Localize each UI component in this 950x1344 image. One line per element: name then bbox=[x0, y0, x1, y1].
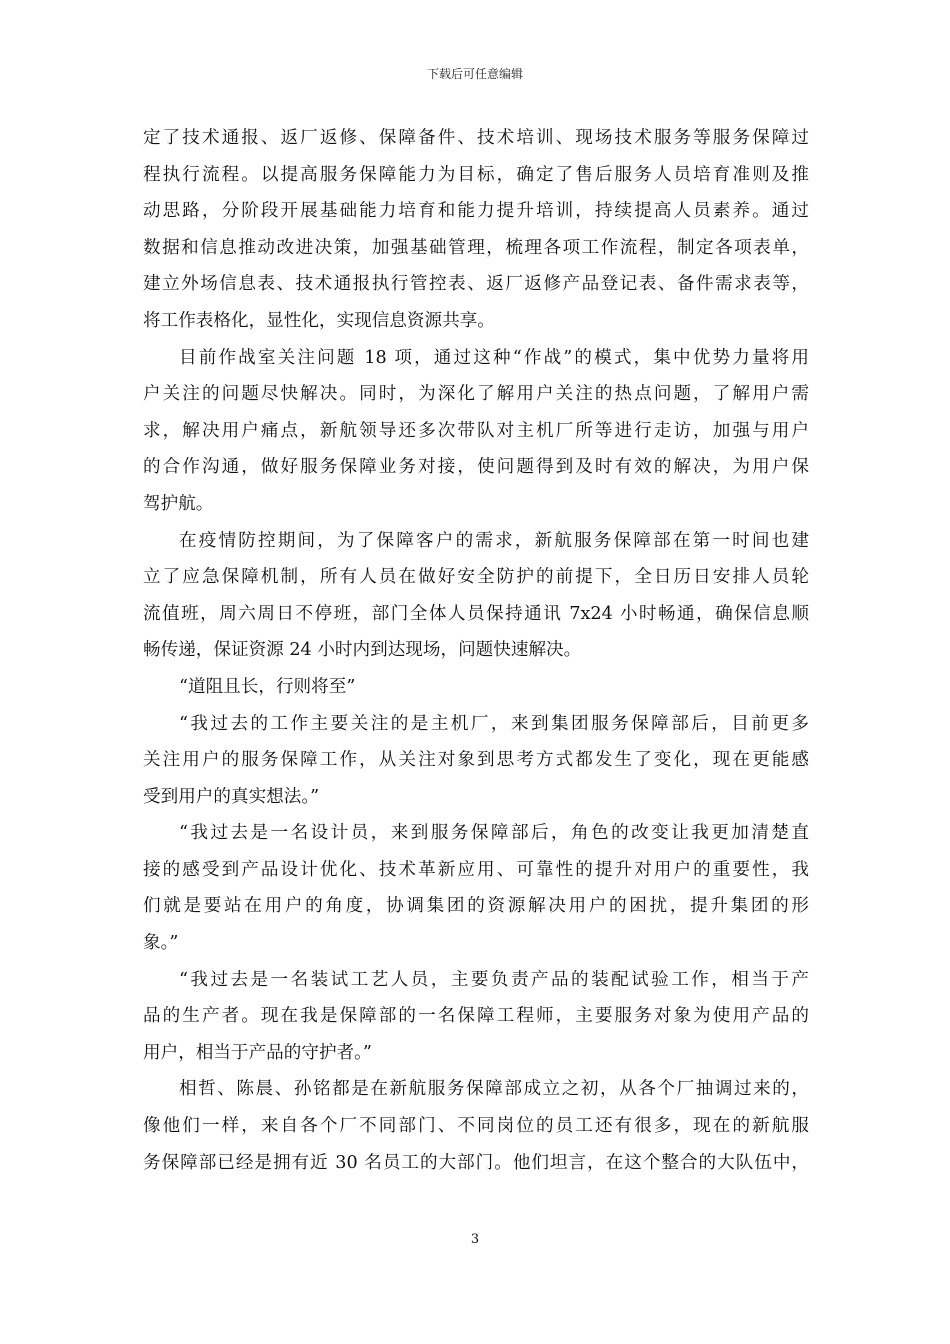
text-line: 畅传递，保证资源 24 小时内到达现场，问题快速解决。 bbox=[143, 640, 582, 661]
text-line: 接的感受到产品设计优化、技术革新应用、可靠性的提升对用户的重要性，我 bbox=[143, 859, 809, 880]
paragraph bbox=[143, 120, 809, 340]
text-line: 关注用户的服务保障工作，从关注对象到思考方式都发生了变化，现在更能感 bbox=[143, 750, 809, 771]
text-line: 务保障部已经是拥有近 30 名员工的大部门。他们坦言，在这个整合的大队伍中， bbox=[143, 1152, 809, 1173]
text-line: “我过去的工作主要关注的是主机厂，来到集团服务保障部后，目前更多 bbox=[179, 713, 809, 734]
text-line: 动思路，分阶段开展基础能力培育和能力提升培训，持续提高人员素养。通过 bbox=[143, 201, 809, 222]
text-line: 建立外场信息表、技术通报执行管控表、返厂返修产品登记表、备件需求表等， bbox=[143, 274, 809, 295]
text-line: 程执行流程。以提高服务保障能力为目标，确定了售后服务人员培育准则及推 bbox=[143, 164, 809, 185]
text-line: “我过去是一名设计员，来到服务保障部后，角色的改变让我更加清楚直 bbox=[179, 823, 809, 844]
text-line: 品的生产者。现在我是保障部的一名保障工程师，主要服务对象为使用产品的 bbox=[143, 1006, 809, 1027]
page-number: 3 bbox=[470, 1232, 480, 1247]
text-line: 户关注的问题尽快解决。同时，为深化了解用户关注的热点问题，了解用户需 bbox=[143, 384, 809, 405]
text-line: “道阻且长，行则将至” bbox=[179, 676, 356, 697]
text-line: 们就是要站在用户的角度，协调集团的资源解决用户的困扰，提升集团的形 bbox=[143, 896, 809, 917]
section-heading bbox=[143, 669, 809, 706]
text-line: 用户，相当于产品的守护者。” bbox=[143, 1042, 372, 1063]
text-line: 的合作沟通，做好服务保障业务对接，使问题得到及时有效的解决，为用户保 bbox=[143, 457, 809, 478]
quote-paragraph bbox=[143, 815, 809, 961]
text-line: 受到用户的真实想法。” bbox=[143, 786, 320, 807]
text-line: 数据和信息推动改进决策，加强基础管理，梳理各项工作流程，制定各项表单， bbox=[143, 237, 809, 258]
text-line: 驾护航。 bbox=[143, 493, 214, 514]
text-line: 定了技术通报、返厂返修、保障备件、技术培训、现场技术服务等服务保障过 bbox=[143, 128, 809, 148]
text-line: 目前作战室关注问题 18 项，通过这种“作战”的模式，集中优势力量将用 bbox=[179, 347, 809, 368]
text-line: 将工作表格化，显性化，实现信息资源共享。 bbox=[143, 310, 495, 331]
text-line: “我过去是一名装试工艺人员，主要负责产品的装配试验工作，相当于产 bbox=[179, 969, 809, 990]
paragraph bbox=[143, 340, 809, 523]
quote-paragraph bbox=[143, 962, 809, 1072]
quote-paragraph bbox=[143, 706, 809, 816]
paragraph bbox=[143, 1071, 809, 1181]
text-line: 像他们一样，来自各个厂不同部门、不同岗位的员工还有很多，现在的新航服 bbox=[143, 1116, 809, 1137]
paragraph bbox=[143, 523, 809, 669]
text-line: 流值班，周六周日不停班，部门全体人员保持通讯 7x24 小时畅通，确保信息顺 bbox=[143, 603, 809, 624]
page-header: 下载后可任意编辑 bbox=[426, 67, 523, 81]
text-line: 求，解决用户痛点，新航领导还多次带队对主机厂所等进行走访，加强与用户 bbox=[143, 420, 809, 441]
text-line: 相哲、陈晨、孙铭都是在新航服务保障部成立之初，从各个厂抽调过来的， bbox=[179, 1079, 809, 1100]
text-line: 立了应急保障机制，所有人员在做好安全防护的前提下，全日历日安排人员轮 bbox=[143, 567, 809, 588]
text-line: 在疫情防控期间，为了保障客户的需求，新航服务保障部在第一时间也建 bbox=[179, 530, 809, 551]
text-line: 象。” bbox=[143, 933, 179, 954]
document-body bbox=[143, 120, 809, 1181]
